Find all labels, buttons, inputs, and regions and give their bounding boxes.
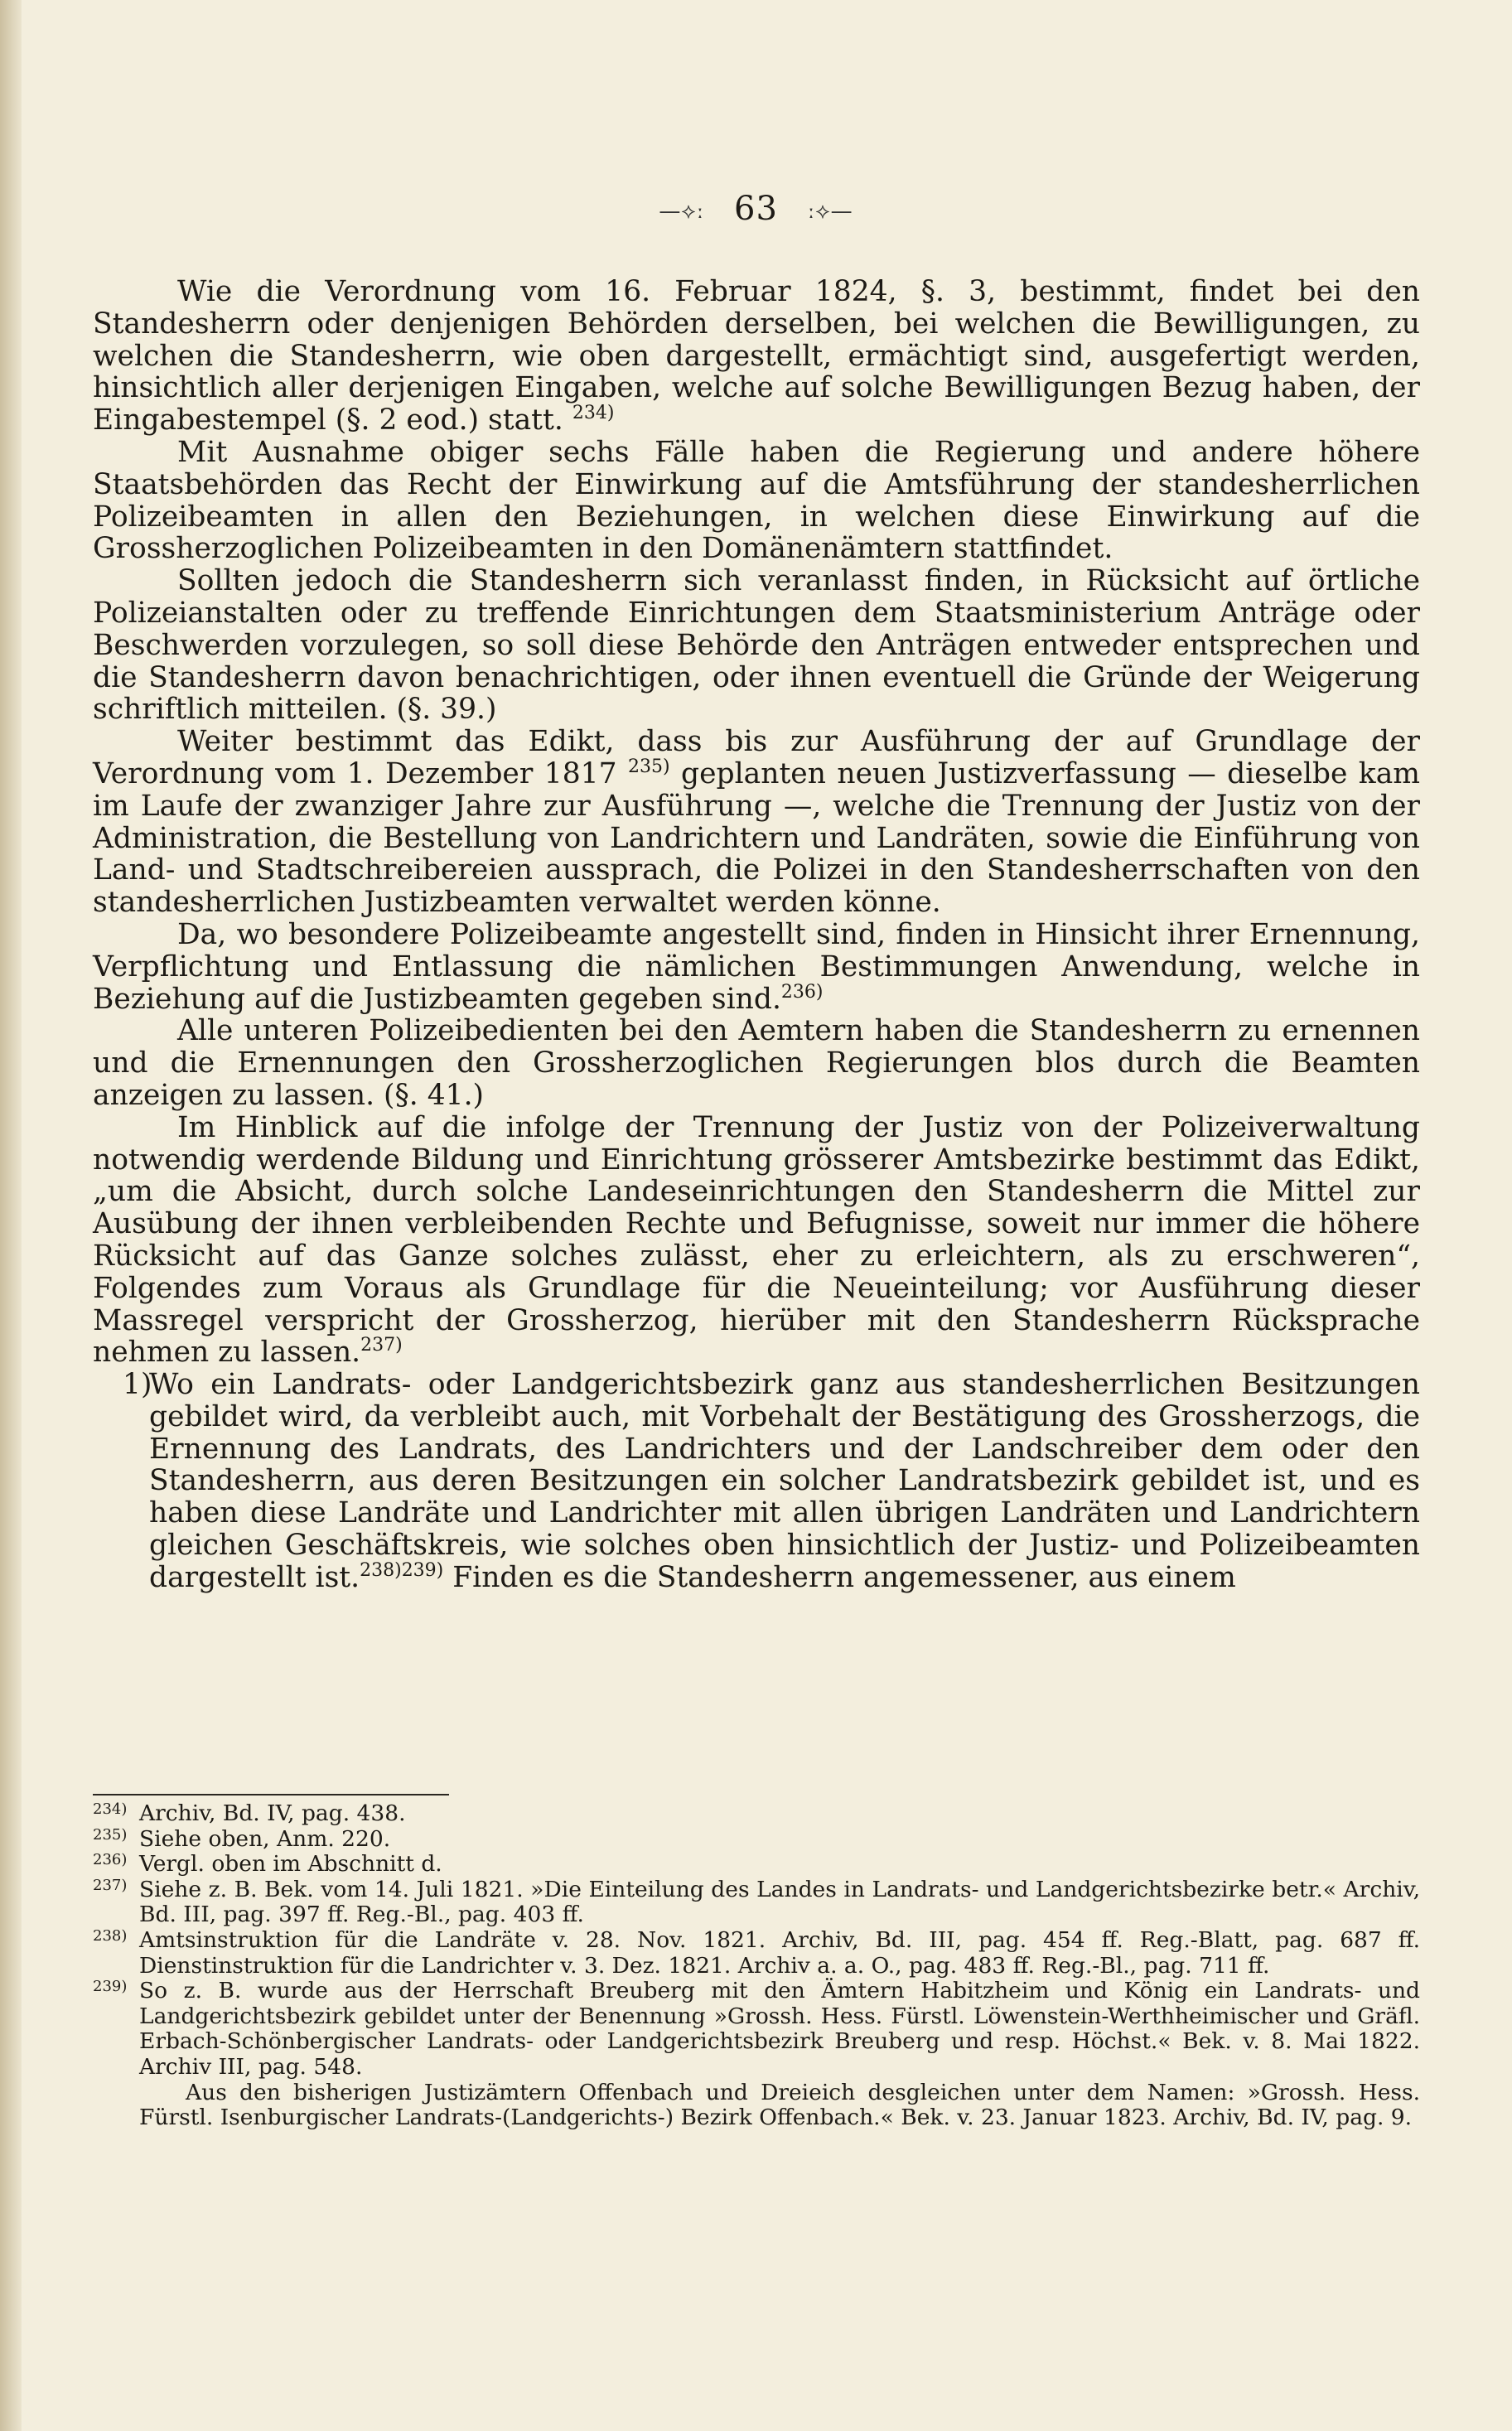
paragraph-text: geplanten neuen Justizverfassung — dieselbe kam im Laufe der zwanziger Jahre zur Ausführung —, welche die Trennung der Justiz von der Administration, die Bestellung von Landrichtern und Landräten, sowie die Einführung von Land- und Stadtschreibereien aussprach, die Polizei in den Standesherrschaften von den standesherrlichen Justizbeamten verwaltet werden könne. [93,756,1420,920]
footnote-ref: 238) [360,1559,402,1581]
list-item-text: Finden es die Standesherrn angemessener, aus einem [452,1560,1236,1594]
footnote-mark-text: 235) [93,1825,128,1844]
footnote-mark [93,1852,127,1878]
paragraph [93,1112,1420,1369]
footnote [93,1852,1420,1878]
footnote-ref: 237) [360,1335,403,1356]
footnote-mark [93,1878,127,1903]
footnote-mark [93,1801,127,1827]
footnote [93,1928,1420,1979]
footnote-separator [93,1794,449,1795]
footnote [93,1801,1420,1827]
footnote [93,1878,1420,1928]
footnote-text: Archiv, Bd. IV, pag. 438. [139,1800,406,1826]
footnote [93,1979,1420,2131]
footnote-ref: 236) [780,981,824,1003]
footnote-mark-text: 238) [93,1926,128,1945]
footnote-mark-text: 237) [93,1876,128,1894]
footnote-mark [93,1928,127,1954]
footnote-mark-text: 236) [93,1851,128,1869]
ornament-left: —⟡ː [659,199,705,224]
footnote-mark [93,1979,127,2004]
paragraph-text: Im Hinblick auf die infolge der Trennung der Justiz von der Polizeiverwaltung notwendig werdende Bildung und Einrichtung grösserer Amtsbezirke bestimmt das Edikt, „um die Absicht, durch solche Landeseinrichtungen den Standesherrn die Mittel zur Ausübung der ihnen verbleibenden Rechte und Befugnisse, soweit nur immer die höhere Rücksicht auf das Ganze solches zulässt, eher zu erleichtern, als zu erschweren“, Folgendes zum Voraus als Grundlage für die Neueinteilung; vor Ausführung dieser Massregel verspricht der Grossherzog, hierüber mit den Standesherrn Rücksprache nehmen zu lassen. [93,1110,1420,1370]
paragraph [93,276,1420,437]
footnotes [93,1801,1420,2131]
footnote-text: Siehe z. B. Bek. vom 14. Juli 1821. »Die Einteilung des Landes in Landrats- und Landgerichtsbezirke betr.« Archiv, Bd. III, pag. 397 ff. Reg.-Bl., pag. 403 ff. [139,1876,1420,1928]
paragraph: Mit Ausnahme obiger sechs Fälle haben die Regierung und andere höhere Staatsbehörden das Recht der Einwirkung auf die Amtsführung der standesherrlichen Polizeibeamten in allen den Beziehungen, in welchen diese Einwirkung auf die Grossherzoglichen Polizeibeamten in den Domänenämtern stattfindet. [93,435,1420,566]
main-text [93,276,1420,1594]
footnote-mark [93,1827,127,1853]
footnote-mark-text: 239) [93,1978,128,1996]
footnote-ref: 239) [401,1559,444,1581]
paragraph-text: Weiter bestimmt das Edikt, dass bis zur Ausführung der auf Grundlage der Verordnung vom 1. Dezember 1817 [93,725,1420,790]
ornament-right: ː⟡— [807,199,853,224]
footnote-mark-text: 234) [93,1800,128,1818]
footnote-text: So z. B. wurde aus der Herrschaft Breuberg mit den Ämtern Habitzheim und König ein Landrats- und Landgerichtsbezirk gebildet unter der Benennung »Grossh. Hess. Fürstl. Löwenstein-Werthheimischer und Gräfl. Erbach-Schönbergischer Landrats- oder Landgerichtsbezirk Breuberg und resp. Höchst.« Bek. v. 8. Mai 1822. Archiv III, pag. 548. [139,1978,1420,2080]
paragraph [93,726,1420,919]
page-edge-shadow [0,0,22,2431]
footnote-text: Vergl. oben im Abschnitt d. [139,1851,442,1878]
paragraph-text: Da, wo besondere Polizeibeamte angestellt sind, finden in Hinsicht ihrer Ernennung, Verpflichtung und Entlassung die nämlichen Bestimmungen Anwendung, welche in Beziehung auf die Justizbeamten gegeben sind. [93,917,1420,1016]
paragraph [93,919,1420,1015]
list-item [93,1369,1420,1594]
paragraph: Alle unteren Polizeibedienten bei den Aemtern haben die Standesherrn zu ernennen und die Ernennungen den Grossherzoglichen Regierungen blos durch die Beamten anzeigen zu lassen. (§. 41.) [93,1014,1420,1112]
footnote-ref: 235) [628,756,670,777]
footnote-text: Amtsinstruktion für die Landräte v. 28. Nov. 1821. Archiv, Bd. III, pag. 454 ff. Reg.-Blatt, pag. 687 ff. Dienstinstruktion für die Landrichter v. 3. Dez. 1821. Archiv a. a. O., pag. 483 ff. Reg.-Bl., pag. 711 ff. [139,1926,1420,1979]
footnote-text-continued: Aus den bisherigen Justizämtern Offenbach und Dreieich desgleichen unter dem Namen: »Grossh. Hess. Fürstl. Isenburgischer Landrats-(Landgerichts-) Bezirk Offenbach.« Bek. v. 23. Januar 1823. Archiv, Bd. IV, pag. 9. [139,2079,1420,2131]
page-number: 63 [734,190,778,228]
paragraph: Sollten jedoch die Standesherrn sich veranlasst finden, in Rücksicht auf örtliche Polizeianstalten oder zu treffende Einrichtungen dem Staatsministerium Anträge oder Beschwerden vorzulegen, so soll diese Behörde den Anträgen entweder entsprechen und die Standesherrn davon benachrichtigen, oder ihnen eventuell die Gründe der Weigerung schriftlich mitteilen. (§. 39.) [93,564,1420,727]
list-number: 1) [123,1368,152,1402]
footnote-ref: 234) [572,403,615,424]
paragraph-text: Wie die Verordnung vom 16. Februar 1824, §. 3, bestimmt, findet bei den Standesherrn oder denjenigen Behörden derselben, bei welchen die Bewilligungen, zu welchen die Standesherrn, wie oben dargestellt, ermächtigt sind, ausgefertigt werden, hinsichtlich aller derjenigen Eingaben, welche auf solche Bewilligungen Bezug haben, der Eingabestempel (§. 2 eod.) statt. [93,275,1420,437]
page-header [0,187,1512,233]
footnote-text: Siehe oben, Anm. 220. [139,1825,391,1852]
list-item-text: Wo ein Landrats- oder Landgerichtsbezirk ganz aus standesherrlichen Besitzungen gebildet wird, da verbleibt auch, mit Vorbehalt der Bestätigung des Grossherzogs, die Ernennung des Landrats, des Landrichters und der Landschreiber dem oder den Standesherrn, aus deren Besitzungen ein solcher Landratsbezirk gebildet ist, und es haben diese Landräte und Landrichter mit allen übrigen Landräten und Landrichtern gleichen Geschäftskreis, wie solches oben hinsichtlich der Justiz- und Polizeibeamten dargestellt ist. [149,1368,1420,1594]
footnote [93,1827,1420,1853]
